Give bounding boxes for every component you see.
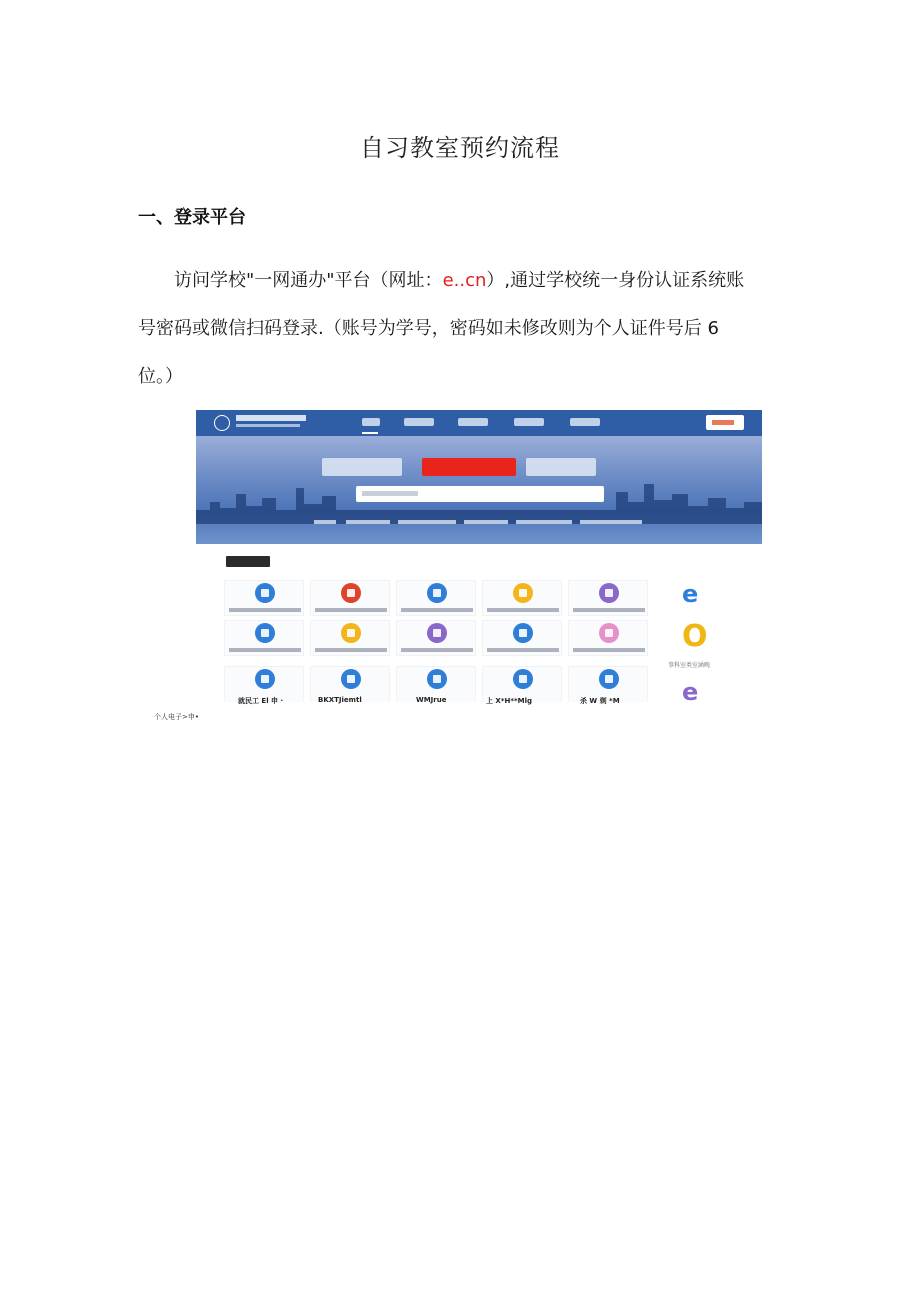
service-label: WMJrue	[416, 696, 447, 704]
nav-item-my-home[interactable]	[570, 418, 600, 426]
slogan-one-stop-service	[422, 458, 516, 476]
list-icon	[255, 669, 275, 689]
quick-link[interactable]	[314, 520, 336, 524]
paragraph-line-1	[174, 266, 744, 292]
e-letter-icon: e	[682, 580, 699, 608]
service-card[interactable]	[482, 620, 562, 656]
paragraph-line-3: 位。）	[138, 366, 183, 387]
document-title: 自习教室预约流程	[360, 134, 560, 162]
quick-links-row	[196, 520, 762, 528]
screenshot-caption: 个人电子>申•	[154, 713, 199, 721]
service-card[interactable]	[396, 620, 476, 656]
service-card[interactable]	[310, 580, 390, 616]
paragraph-text: 访问学校"一网通办"平台（网址：	[174, 270, 443, 291]
service-card[interactable]	[396, 580, 476, 616]
quick-link[interactable]	[516, 520, 572, 524]
folder-icon	[341, 623, 361, 643]
calendar-icon	[599, 623, 619, 643]
portal-nav-bar	[196, 410, 762, 436]
university-name	[236, 415, 306, 421]
paragraph-text: ）,通过学校统一身份认证系统账	[486, 270, 745, 291]
service-card[interactable]	[310, 620, 390, 656]
tools-icon	[255, 583, 275, 603]
service-label	[487, 648, 559, 652]
service-label: 杀 W 剃 *M	[580, 697, 620, 705]
quick-link[interactable]	[346, 520, 390, 524]
screen-icon	[427, 669, 447, 689]
building-icon	[341, 583, 361, 603]
id-card-icon	[341, 669, 361, 689]
o-letter-icon: O	[682, 619, 708, 654]
slogan-connect	[322, 458, 402, 476]
service-card[interactable]	[568, 580, 648, 616]
service-card[interactable]	[568, 620, 648, 656]
clipboard-icon	[599, 669, 619, 689]
quick-link[interactable]	[464, 520, 508, 524]
user-icon	[513, 583, 533, 603]
service-label	[573, 608, 645, 612]
service-label: 就民工 El 申 ·	[238, 697, 284, 705]
service-label	[401, 648, 473, 652]
nav-item-news[interactable]	[514, 418, 544, 426]
service-card[interactable]	[224, 580, 304, 616]
search-placeholder	[362, 491, 418, 496]
portal-banner	[196, 436, 762, 544]
phone-icon	[427, 623, 447, 643]
side-service-label: 事科室类室涵晚	[668, 662, 711, 669]
service-label	[229, 608, 301, 612]
service-label	[315, 648, 387, 652]
university-name-en	[236, 424, 300, 427]
slogan-one-view	[526, 458, 596, 476]
portal-url-link[interactable]: e..cn	[442, 270, 487, 291]
search-icon	[513, 669, 533, 689]
hot-services-heading	[226, 556, 270, 567]
person-icon	[513, 623, 533, 643]
service-card[interactable]	[224, 620, 304, 656]
nav-active-indicator	[362, 432, 378, 434]
paragraph-line-2: 号密码或微信扫码登录.（账号为学号，密码如未修改则为个人证件号后 6	[138, 318, 719, 339]
service-label	[573, 648, 645, 652]
portal-screenshot	[196, 410, 762, 706]
nav-item-home[interactable]	[362, 418, 380, 426]
service-card[interactable]	[482, 580, 562, 616]
e-letter-icon: e	[682, 678, 699, 706]
section-heading-login: 一、登录平台	[138, 207, 246, 228]
service-label	[487, 608, 559, 612]
university-logo-icon	[214, 415, 230, 431]
nav-item-affairs[interactable]	[458, 418, 488, 426]
login-button[interactable]	[706, 415, 744, 430]
mail-icon	[599, 583, 619, 603]
quick-link[interactable]	[580, 520, 642, 524]
document-icon	[255, 623, 275, 643]
quick-link[interactable]	[398, 520, 456, 524]
service-label: BKXTJiemtl	[318, 696, 362, 704]
service-label	[229, 648, 301, 652]
service-label	[315, 608, 387, 612]
service-label	[401, 608, 473, 612]
meeting-icon	[427, 583, 447, 603]
portal-search-input[interactable]	[356, 486, 604, 502]
nav-item-service-hall[interactable]	[404, 418, 434, 426]
service-label: 上 X*H**Mlg	[486, 697, 533, 705]
